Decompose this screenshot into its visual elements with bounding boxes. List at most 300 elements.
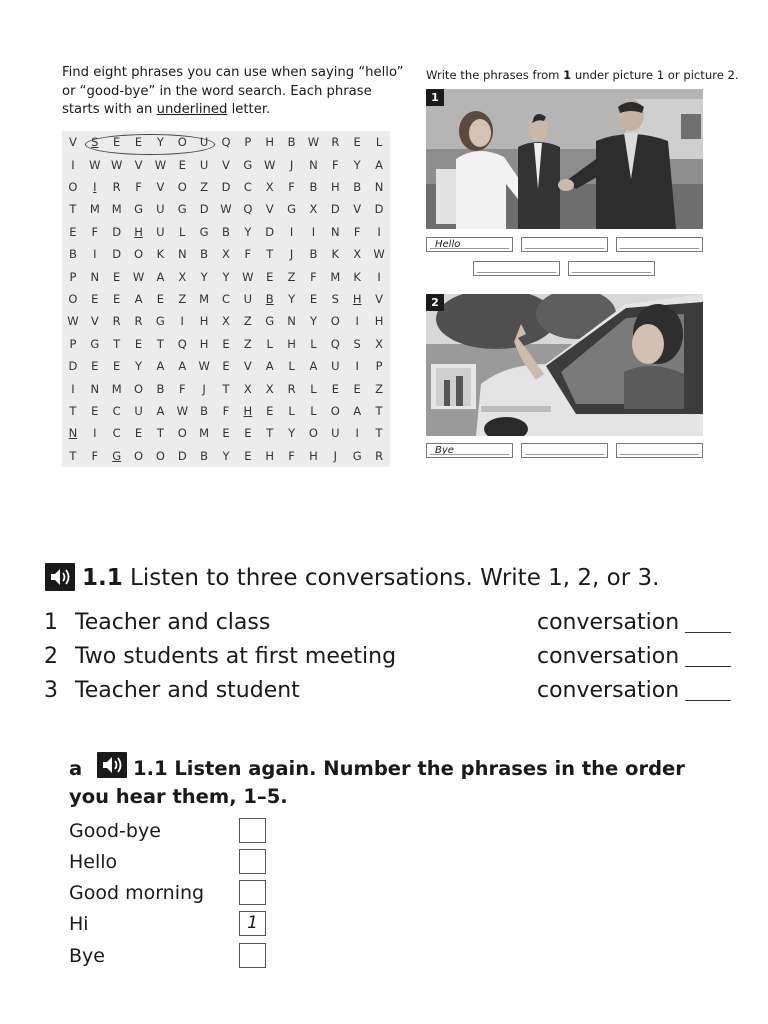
grid-letter-cell[interactable]: [237, 422, 259, 444]
grid-letter-cell[interactable]: [106, 265, 128, 287]
grid-letter-cell[interactable]: [259, 377, 281, 399]
grid-letter-cell[interactable]: [62, 131, 84, 153]
grid-letter-cell[interactable]: [171, 221, 193, 243]
grid-letter-cell[interactable]: [62, 445, 84, 467]
grid-letter: O: [133, 448, 144, 463]
speaker-icon-graphic: [45, 563, 75, 591]
grid-letter-cell[interactable]: [149, 377, 171, 399]
grid-letter-cell[interactable]: [193, 153, 215, 175]
grid-letter-cell[interactable]: [62, 422, 84, 444]
grid-letter-cell[interactable]: [84, 153, 106, 175]
grid-letter: U: [156, 224, 165, 239]
word-search-grid: [62, 131, 390, 467]
grid-letter-cell[interactable]: [259, 310, 281, 332]
grid-letter-cell[interactable]: [106, 445, 128, 467]
grid-letter-cell[interactable]: [303, 198, 325, 220]
grid-letter-cell[interactable]: [346, 198, 368, 220]
grid-letter-cell[interactable]: [106, 310, 128, 332]
grid-letter-cell[interactable]: [62, 153, 84, 175]
grid-letter: X: [178, 269, 187, 284]
grid-letter-cell[interactable]: [324, 131, 346, 153]
grid-letter-cell[interactable]: [368, 333, 390, 355]
grid-letter-cell[interactable]: [193, 355, 215, 377]
grid-letter: Y: [135, 359, 143, 374]
grid-letter-cell[interactable]: [215, 131, 237, 153]
grid-letter-cell[interactable]: [368, 131, 390, 153]
grid-letter: E: [134, 135, 143, 150]
grid-letter-cell[interactable]: [303, 176, 325, 198]
grid-letter-cell[interactable]: [62, 265, 84, 287]
picture-1-answer-box[interactable]: [521, 237, 608, 252]
grid-letter: G: [177, 202, 187, 217]
grid-letter-cell[interactable]: [281, 377, 303, 399]
grid-letter: T: [375, 426, 383, 441]
grid-letter-cell[interactable]: [346, 355, 368, 377]
grid-letter-cell[interactable]: [149, 153, 171, 175]
grid-letter-cell[interactable]: [303, 445, 325, 467]
grid-letter-cell[interactable]: [106, 131, 128, 153]
grid-letter-cell[interactable]: [62, 243, 84, 265]
grid-letter-cell[interactable]: [62, 333, 84, 355]
grid-letter-cell[interactable]: [193, 288, 215, 310]
grid-letter-cell[interactable]: [149, 265, 171, 287]
grid-letter: Q: [177, 336, 187, 351]
picture-2-answer-box[interactable]: Bye: [426, 443, 513, 458]
grid-letter: T: [156, 336, 164, 351]
grid-letter-cell[interactable]: [303, 243, 325, 265]
grid-letter-cell[interactable]: [259, 131, 281, 153]
grid-letter-cell[interactable]: [215, 377, 237, 399]
grid-letter-cell[interactable]: [324, 445, 346, 467]
grid-letter-cell[interactable]: [346, 176, 368, 198]
grid-letter-cell[interactable]: [303, 355, 325, 377]
grid-letter: E: [178, 157, 186, 172]
grid-letter-cell[interactable]: [149, 131, 171, 153]
grid-letter-cell[interactable]: [303, 221, 325, 243]
grid-letter-cell[interactable]: [149, 198, 171, 220]
grid-letter-cell[interactable]: [368, 221, 390, 243]
grid-letter-cell[interactable]: [171, 422, 193, 444]
grid-letter-cell[interactable]: [346, 265, 368, 287]
grid-letter-cell[interactable]: [215, 243, 237, 265]
grid-letter-cell[interactable]: [193, 198, 215, 220]
instruction-text-end: letter.: [227, 102, 271, 117]
grid-letter-cell[interactable]: [84, 355, 106, 377]
grid-letter-cell[interactable]: [193, 265, 215, 287]
grid-letter-cell[interactable]: [303, 153, 325, 175]
grid-letter-cell[interactable]: [215, 198, 237, 220]
grid-letter-cell[interactable]: [215, 310, 237, 332]
grid-letter-cell[interactable]: [215, 422, 237, 444]
grid-letter-cell[interactable]: [281, 355, 303, 377]
grid-letter-cell[interactable]: [193, 310, 215, 332]
grid-letter-cell[interactable]: [281, 445, 303, 467]
grid-letter: F: [135, 179, 142, 194]
answer-blank[interactable]: [685, 632, 731, 633]
grid-letter: D: [68, 359, 78, 374]
grid-letter-cell[interactable]: [128, 377, 150, 399]
grid-letter-cell[interactable]: [259, 153, 281, 175]
grid-letter: D: [221, 179, 231, 194]
grid-letter-cell[interactable]: [281, 400, 303, 422]
grid-letter-cell[interactable]: [128, 445, 150, 467]
grid-letter-cell[interactable]: [281, 288, 303, 310]
grid-letter-cell[interactable]: [259, 288, 281, 310]
grid-letter-cell[interactable]: [128, 422, 150, 444]
grid-letter: B: [200, 448, 209, 463]
grid-letter: Z: [243, 314, 252, 329]
grid-letter-cell[interactable]: [128, 355, 150, 377]
grid-letter-cell[interactable]: [259, 176, 281, 198]
grid-letter-cell[interactable]: [237, 400, 259, 422]
grid-letter-cell[interactable]: [106, 221, 128, 243]
grid-letter-cell[interactable]: [106, 422, 128, 444]
grid-letter-cell[interactable]: [237, 445, 259, 467]
grid-letter-cell[interactable]: [84, 310, 106, 332]
grid-letter: U: [331, 359, 340, 374]
grid-letter-cell[interactable]: [259, 221, 281, 243]
grid-letter: N: [90, 269, 100, 284]
order-answer-box[interactable]: [239, 849, 266, 874]
grid-letter-cell[interactable]: [62, 355, 84, 377]
grid-letter-cell[interactable]: [149, 422, 171, 444]
grid-letter-cell[interactable]: [259, 400, 281, 422]
grid-letter: T: [266, 426, 274, 441]
grid-letter-cell[interactable]: [237, 288, 259, 310]
grid-letter-cell[interactable]: [303, 422, 325, 444]
grid-letter-cell[interactable]: [281, 198, 303, 220]
grid-letter-cell[interactable]: [128, 333, 150, 355]
grid-letter: N: [177, 247, 187, 262]
grid-letter-cell[interactable]: [324, 400, 346, 422]
grid-letter-cell[interactable]: [259, 355, 281, 377]
grid-letter-cell[interactable]: [215, 355, 237, 377]
grid-letter-cell[interactable]: [324, 176, 346, 198]
grid-letter-cell[interactable]: [62, 400, 84, 422]
grid-letter-cell[interactable]: [259, 422, 281, 444]
grid-letter-cell[interactable]: [324, 422, 346, 444]
grid-letter-cell[interactable]: [346, 333, 368, 355]
grid-letter-cell[interactable]: [281, 333, 303, 355]
grid-letter-cell[interactable]: [259, 265, 281, 287]
grid-letter-cell[interactable]: [324, 198, 346, 220]
grid-letter: A: [353, 403, 362, 418]
grid-letter-cell[interactable]: [237, 131, 259, 153]
grid-letter-cell[interactable]: [171, 265, 193, 287]
grid-letter-cell[interactable]: [368, 377, 390, 399]
grid-letter-cell[interactable]: [106, 243, 128, 265]
grid-letter-cell[interactable]: [237, 153, 259, 175]
picture-1-answer-box[interactable]: [616, 237, 703, 252]
grid-letter: X: [243, 381, 252, 396]
grid-letter-cell[interactable]: [303, 377, 325, 399]
phrase-item: [69, 945, 289, 973]
grid-letter-cell[interactable]: [84, 221, 106, 243]
speaker-audio-icon[interactable]: [97, 752, 127, 778]
grid-letter-cell[interactable]: [368, 445, 390, 467]
grid-letter: U: [243, 291, 253, 306]
grid-letter-cell[interactable]: [106, 153, 128, 175]
grid-letter-cell[interactable]: [346, 422, 368, 444]
order-answer-box[interactable]: [239, 943, 266, 968]
grid-letter-cell[interactable]: [303, 400, 325, 422]
grid-letter-cell[interactable]: [128, 131, 150, 153]
grid-letter-cell[interactable]: [237, 221, 259, 243]
grid-letter-cell[interactable]: [171, 400, 193, 422]
grid-letter-cell[interactable]: [149, 400, 171, 422]
grid-letter-cell[interactable]: [303, 333, 325, 355]
grid-letter-cell[interactable]: [324, 288, 346, 310]
grid-letter-cell[interactable]: [259, 243, 281, 265]
grid-letter-cell[interactable]: [193, 131, 215, 153]
grid-letter-cell[interactable]: [346, 221, 368, 243]
grid-letter: O: [330, 403, 340, 418]
grid-letter-cell[interactable]: [237, 176, 259, 198]
grid-letter-cell[interactable]: [84, 400, 106, 422]
grid-letter-cell[interactable]: [215, 400, 237, 422]
grid-letter-cell[interactable]: [281, 221, 303, 243]
grid-letter: Y: [288, 291, 296, 306]
grid-letter-cell[interactable]: [62, 176, 84, 198]
grid-letter-cell[interactable]: [324, 355, 346, 377]
grid-letter-cell[interactable]: [84, 198, 106, 220]
grid-letter-cell[interactable]: [324, 153, 346, 175]
grid-letter-cell[interactable]: [171, 176, 193, 198]
phrase-item: [69, 882, 289, 910]
grid-letter: I: [311, 224, 316, 239]
grid-letter-cell[interactable]: [62, 288, 84, 310]
grid-letter-cell[interactable]: [171, 355, 193, 377]
grid-letter-cell[interactable]: [106, 333, 128, 355]
grid-letter-cell[interactable]: [149, 355, 171, 377]
grid-letter-cell[interactable]: [303, 265, 325, 287]
picture-2-answer-box[interactable]: [616, 443, 703, 458]
grid-letter-cell[interactable]: [128, 221, 150, 243]
grid-letter: G: [112, 448, 122, 463]
grid-letter-cell[interactable]: [368, 288, 390, 310]
grid-letter-cell[interactable]: [149, 288, 171, 310]
grid-letter-cell[interactable]: [193, 243, 215, 265]
grid-letter-cell[interactable]: [259, 198, 281, 220]
grid-letter-cell[interactable]: [303, 131, 325, 153]
grid-letter-cell[interactable]: [215, 288, 237, 310]
grid-letter: W: [132, 269, 145, 284]
grid-letter: W: [307, 135, 320, 150]
grid-letter-cell[interactable]: [128, 400, 150, 422]
grid-letter: E: [134, 336, 143, 351]
grid-letter: V: [222, 157, 230, 172]
grid-letter-cell[interactable]: [237, 265, 259, 287]
order-answer-box[interactable]: 1: [239, 911, 266, 936]
conversation-item: [44, 610, 744, 640]
grid-letter-cell[interactable]: [281, 153, 303, 175]
grid-letter: E: [134, 426, 143, 441]
grid-letter-cell[interactable]: [84, 131, 106, 153]
grid-letter-cell[interactable]: [346, 153, 368, 175]
grid-letter-cell[interactable]: [84, 445, 106, 467]
grid-letter-cell[interactable]: [128, 153, 150, 175]
grid-letter: M: [111, 381, 122, 396]
grid-letter-cell[interactable]: [259, 445, 281, 467]
grid-letter-cell[interactable]: [128, 265, 150, 287]
grid-letter-cell[interactable]: [171, 243, 193, 265]
grid-letter: W: [67, 314, 79, 329]
grid-letter-cell[interactable]: [215, 176, 237, 198]
grid-letter-cell[interactable]: [346, 243, 368, 265]
grid-letter-cell[interactable]: [324, 221, 346, 243]
grid-letter-cell[interactable]: [368, 153, 390, 175]
grid-letter-cell[interactable]: [346, 400, 368, 422]
grid-letter-cell[interactable]: [346, 288, 368, 310]
grid-letter-cell[interactable]: [62, 310, 84, 332]
grid-letter-cell[interactable]: [62, 221, 84, 243]
grid-letter-cell[interactable]: [193, 422, 215, 444]
grid-letter-cell[interactable]: [149, 333, 171, 355]
grid-letter-cell[interactable]: [324, 310, 346, 332]
grid-letter-cell[interactable]: [368, 265, 390, 287]
grid-letter-cell[interactable]: [84, 176, 106, 198]
grid-letter-cell[interactable]: [106, 377, 128, 399]
grid-letter-cell[interactable]: [193, 221, 215, 243]
phrase-item: [69, 851, 289, 879]
grid-letter-cell[interactable]: [106, 355, 128, 377]
grid-letter-cell[interactable]: [84, 377, 106, 399]
grid-letter-cell[interactable]: [171, 310, 193, 332]
grid-letter-cell[interactable]: [193, 333, 215, 355]
grid-letter-cell[interactable]: [346, 310, 368, 332]
grid-letter-cell[interactable]: [368, 310, 390, 332]
conversation-item: [44, 644, 744, 674]
picture-1-answer-box[interactable]: Hello: [426, 237, 513, 252]
grid-letter-cell[interactable]: [215, 445, 237, 467]
grid-letter-cell[interactable]: [346, 445, 368, 467]
grid-letter-cell[interactable]: [62, 377, 84, 399]
picture-2-answer-box[interactable]: [521, 443, 608, 458]
grid-letter: O: [330, 314, 340, 329]
grid-letter-cell[interactable]: [324, 265, 346, 287]
grid-letter: Y: [200, 269, 208, 284]
grid-letter-cell[interactable]: [215, 221, 237, 243]
speaker-icon-graphic: [97, 752, 127, 778]
grid-letter: O: [308, 426, 318, 441]
grid-letter: F: [91, 448, 99, 463]
grid-letter-cell[interactable]: [171, 377, 193, 399]
grid-letter-cell[interactable]: [324, 333, 346, 355]
answer-blank[interactable]: [685, 666, 731, 667]
grid-letter-cell[interactable]: [149, 243, 171, 265]
grid-letter-cell[interactable]: [128, 198, 150, 220]
order-answer-box[interactable]: [239, 880, 266, 905]
grid-letter-cell[interactable]: [128, 288, 150, 310]
grid-letter: E: [266, 269, 274, 284]
grid-letter-cell[interactable]: [106, 198, 128, 220]
grid-letter-cell[interactable]: [171, 198, 193, 220]
grid-letter-cell[interactable]: [346, 131, 368, 153]
grid-letter: E: [69, 224, 77, 239]
grid-letter-cell[interactable]: [84, 333, 106, 355]
grid-letter-cell[interactable]: [368, 422, 390, 444]
grid-letter-cell[interactable]: [171, 288, 193, 310]
grid-letter-cell[interactable]: [237, 243, 259, 265]
grid-letter-cell[interactable]: [237, 355, 259, 377]
grid-letter-cell[interactable]: [193, 176, 215, 198]
answer-blank[interactable]: [685, 700, 731, 701]
grid-letter: D: [330, 202, 340, 217]
speaker-audio-icon[interactable]: [45, 563, 75, 591]
grid-letter-cell[interactable]: [84, 288, 106, 310]
grid-letter-cell[interactable]: [215, 333, 237, 355]
grid-letter-cell[interactable]: [84, 422, 106, 444]
grid-letter: V: [156, 179, 165, 194]
grid-letter-cell[interactable]: [368, 243, 390, 265]
grid-letter-cell[interactable]: [149, 221, 171, 243]
grid-letter-cell[interactable]: [171, 131, 193, 153]
order-answer-box[interactable]: [239, 818, 266, 843]
grid-letter-cell[interactable]: [237, 333, 259, 355]
grid-letter-cell[interactable]: [368, 198, 390, 220]
grid-letter-cell[interactable]: [149, 310, 171, 332]
grid-letter-cell[interactable]: [84, 265, 106, 287]
grid-letter-cell[interactable]: [281, 265, 303, 287]
grid-letter-cell[interactable]: [368, 355, 390, 377]
grid-letter-cell[interactable]: [106, 288, 128, 310]
grid-letter: Z: [287, 269, 296, 284]
grid-letter-cell[interactable]: [281, 310, 303, 332]
grid-letter-cell[interactable]: [324, 377, 346, 399]
grid-letter-cell[interactable]: [171, 445, 193, 467]
grid-letter-cell[interactable]: [128, 243, 150, 265]
grid-letter-cell[interactable]: [237, 377, 259, 399]
grid-letter-cell[interactable]: [193, 377, 215, 399]
grid-letter-cell[interactable]: [106, 400, 128, 422]
grid-letter-cell[interactable]: [106, 176, 128, 198]
grid-letter-cell[interactable]: [128, 176, 150, 198]
grid-letter-cell[interactable]: [281, 131, 303, 153]
grid-letter-cell[interactable]: [149, 445, 171, 467]
grid-letter-cell[interactable]: [171, 153, 193, 175]
grid-letter-cell[interactable]: [259, 333, 281, 355]
grid-letter-cell[interactable]: [193, 445, 215, 467]
grid-letter-cell[interactable]: [324, 243, 346, 265]
grid-letter: F: [310, 269, 317, 284]
grid-letter-cell[interactable]: [215, 265, 237, 287]
picture-1-answer-box[interactable]: [473, 261, 560, 276]
grid-letter-cell[interactable]: [193, 400, 215, 422]
grid-letter-cell[interactable]: [62, 198, 84, 220]
grid-letter-cell[interactable]: [303, 310, 325, 332]
phrase-item: [69, 913, 289, 941]
grid-letter-cell[interactable]: [237, 310, 259, 332]
grid-letter-cell[interactable]: [281, 422, 303, 444]
grid-letter-cell[interactable]: [368, 400, 390, 422]
grid-letter-cell[interactable]: [281, 243, 303, 265]
item-text: Two students at first meeting: [75, 644, 397, 669]
grid-letter-cell[interactable]: [215, 153, 237, 175]
grid-letter-cell[interactable]: [368, 176, 390, 198]
grid-letter-cell[interactable]: [84, 243, 106, 265]
picture-1-answer-box[interactable]: [568, 261, 655, 276]
grid-letter: S: [353, 336, 361, 351]
grid-letter: H: [265, 135, 275, 150]
grid-letter-cell[interactable]: [237, 198, 259, 220]
exercise-instruction: Listen to three conversations. Write 1, 2, or 3.: [122, 565, 660, 591]
grid-letter-cell[interactable]: [346, 377, 368, 399]
grid-letter-cell[interactable]: [128, 310, 150, 332]
grid-letter-cell[interactable]: [149, 176, 171, 198]
grid-letter-cell[interactable]: [303, 288, 325, 310]
grid-letter-cell[interactable]: [171, 333, 193, 355]
grid-letter-cell[interactable]: [281, 176, 303, 198]
